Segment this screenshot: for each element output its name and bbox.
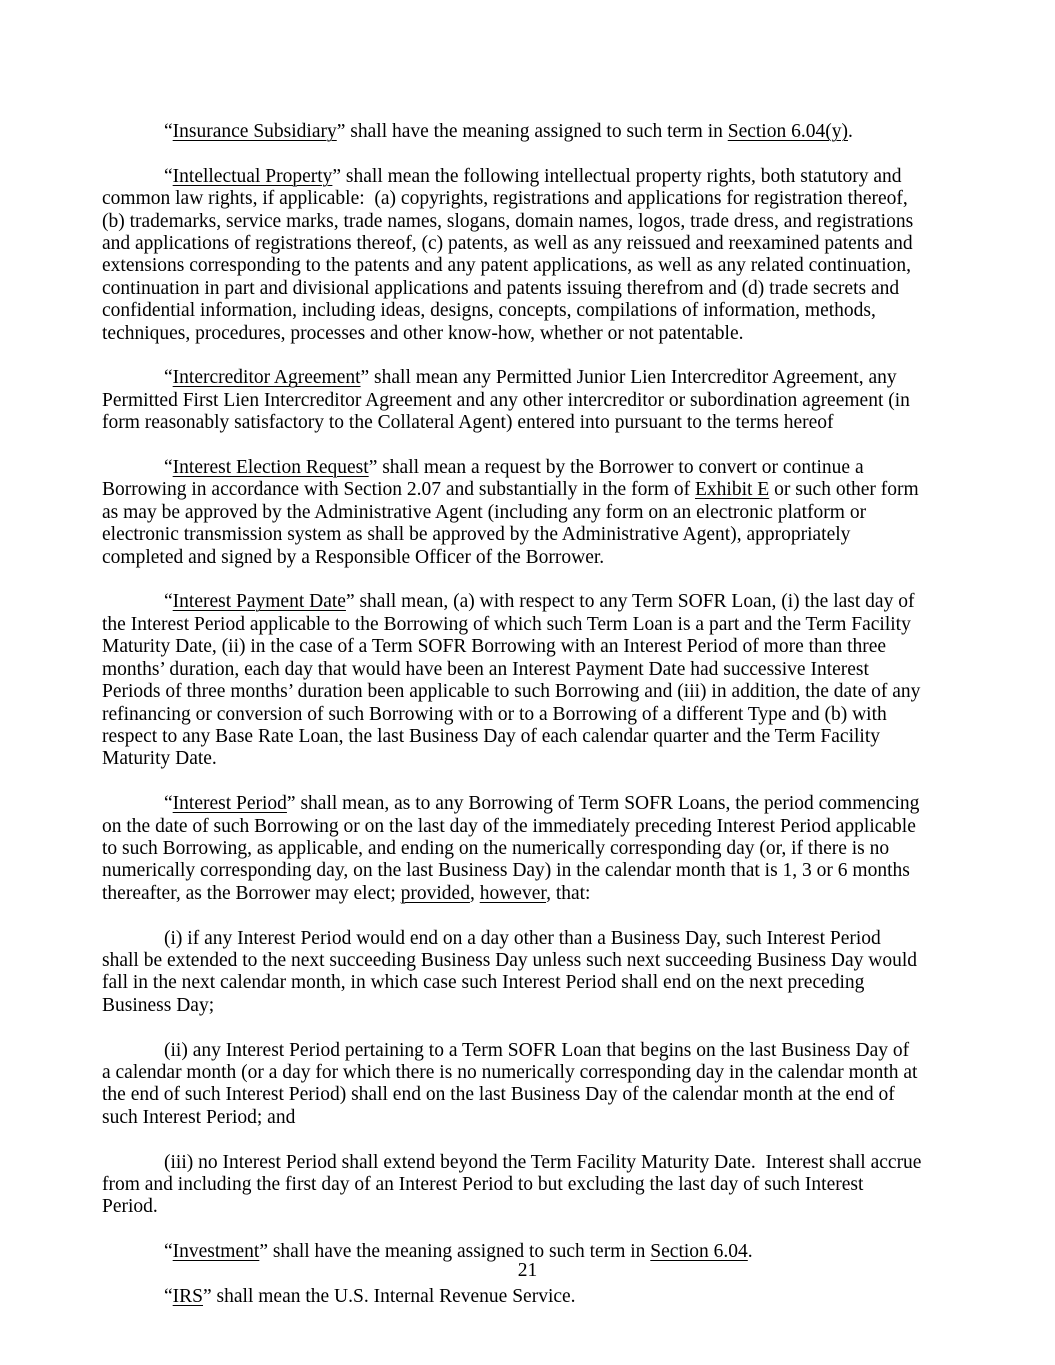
- text-run: .: [847, 121, 853, 142]
- definition-interest-period: [102, 793, 925, 905]
- underlined-term: Intercreditor Agreement: [172, 367, 361, 389]
- text-run: ” shall have the meaning assigned to such term in: [336, 121, 728, 142]
- text-run: ” shall mean, (a) with respect to any Term SOFR Loan, (i) the last day of the Interest Period applicable to the Borrowing of which such Term Loan is a part and the Term Facility Maturity Date, (ii) in the case of a Term SOFR Borrowing with an Interest Period of more than three months’ duration, each day that would have been an Interest Payment Date had successive Interest Periods of three months’ duration been applicable to such Borrowing and (iii) in addition, the date of any refinancing or conversion of such Borrowing with or to a Borrowing of a different Type and (b) with respect to any Base Rate Loan, the last Business Day of each calendar quarter and the Term Facility Maturity Date.: [102, 591, 926, 770]
- text-run: “: [164, 165, 173, 187]
- text-run: (i) if any Interest Period would end on a day other than a Business Day, such Interest Period shall be extended to the next succeeding Business Day unless such next succeeding Business Day would fall in the next calendar month, in which case such Interest Period shall end on the next preceding Business Day;: [102, 927, 922, 1016]
- definition-intercreditor-agreement: [102, 367, 922, 434]
- document-body: [102, 121, 927, 1331]
- text-run: ” shall have the meaning assigned to such term in: [259, 1241, 651, 1263]
- underlined-term: IRS: [172, 1285, 204, 1307]
- text-run: ” shall mean, as to any Borrowing of Term SOFR Loans, the period commencing on the date of such Borrowing or on the last day of the immediately preceding Interest Period applicable to such Borrowing, as applicable, and ending on the numerically corresponding day (or, if there is no numerically corresponding day, on the last Business Day) in the calendar month that is 1, 3 or 6 months thereafter, as the Borrower may elect;: [102, 793, 925, 904]
- underlined-term: Insurance Subsidiary: [172, 121, 337, 142]
- text-run: ,: [469, 882, 480, 904]
- underlined-term: Section 6.04(y): [727, 121, 848, 142]
- definition-insurance-subsidiary: [102, 121, 922, 143]
- underlined-term: Section 6.04: [650, 1241, 748, 1263]
- text-run: (ii) any Interest Period pertaining to a Term SOFR Loan that begins on the last Business Day of a calendar month (or a day for which there is no numerically corresponding day in the calendar month at the end of such Interest Period) shall end on the last Business Day of the calendar month at the end of such Interest Period; and: [102, 1039, 923, 1128]
- definition-intellectual-property: [102, 166, 922, 345]
- page-number: 21: [517, 1260, 538, 1281]
- text-run: ” shall mean the U.S. Internal Revenue Service.: [203, 1285, 576, 1307]
- text-run: , that:: [546, 882, 591, 904]
- underlined-term: Interest Period: [172, 793, 287, 815]
- text-run: “: [164, 793, 173, 815]
- underlined-term: provided: [400, 882, 470, 904]
- definition-interest-election-request: [102, 457, 922, 569]
- text-run: “: [164, 367, 173, 389]
- definition-interest-payment-date: [102, 591, 926, 770]
- clause-i-interest-period: [102, 928, 922, 1018]
- underlined-term: Intellectual Property: [172, 165, 333, 187]
- clause-ii-interest-period: [102, 1040, 922, 1130]
- text-run: ” shall mean a request by the Borrower to convert or continue a Borrowing in accordance with Section 2.07 and substantially in the form of: [102, 457, 869, 501]
- clause-iii-interest-period: [102, 1151, 927, 1219]
- text-run: “: [164, 1285, 173, 1307]
- text-run: ” shall mean the following intellectual property rights, both statutory and common law rights, if applicable: (a) copyrights, registrations and applications for registration thereof, (b) trademarks, service marks, trade names, slogans, domain names, logos, trade dress, and registrations and applications of registrations thereof, (c) patents, as well as any reissued and reexamined patents and extensions corresponding to the patents and any patent applications, as well as any related continuation, continuation in part and divisional applications and patents issuing therefrom and (d) trade secrets and confidential information, including ideas, designs, concepts, compilations of information, methods, techniques, procedures, processes and other know-how, whether or not patentable.: [102, 165, 919, 344]
- underlined-term: Investment: [172, 1241, 260, 1263]
- underlined-term: Exhibit E: [695, 479, 770, 501]
- text-run: (iii) no Interest Period shall extend beyond the Term Facility Maturity Date. Interest shall accrue from and including the first day of an Interest Period to but excluding the last day of such Interest Period.: [102, 1151, 927, 1218]
- definition-irs: [102, 1286, 922, 1308]
- text-run: ” shall mean any Permitted Junior Lien Intercreditor Agreement, any Permitted First Lien Intercreditor Agreement and any other intercreditor or subordination agreement (in form reasonably satisfactory to the Collateral Agent) entered into pursuant to the terms hereof: [102, 367, 915, 434]
- underlined-term: Interest Election Request: [172, 457, 369, 479]
- text-run: .: [747, 1241, 753, 1263]
- underlined-term: Interest Payment Date: [172, 591, 346, 613]
- underlined-term: however: [479, 882, 547, 904]
- text-run: “: [164, 1241, 173, 1263]
- text-run: “: [164, 591, 173, 613]
- text-run: “: [164, 457, 173, 479]
- text-run: or such other form as may be approved by the Administrative Agent (including any form on an electronic platform or electronic transmission system as shall be approved by the Administrative Agent), appropriately completed and signed by a Responsible Officer of the Borrower.: [102, 479, 924, 568]
- text-run: “: [164, 121, 173, 142]
